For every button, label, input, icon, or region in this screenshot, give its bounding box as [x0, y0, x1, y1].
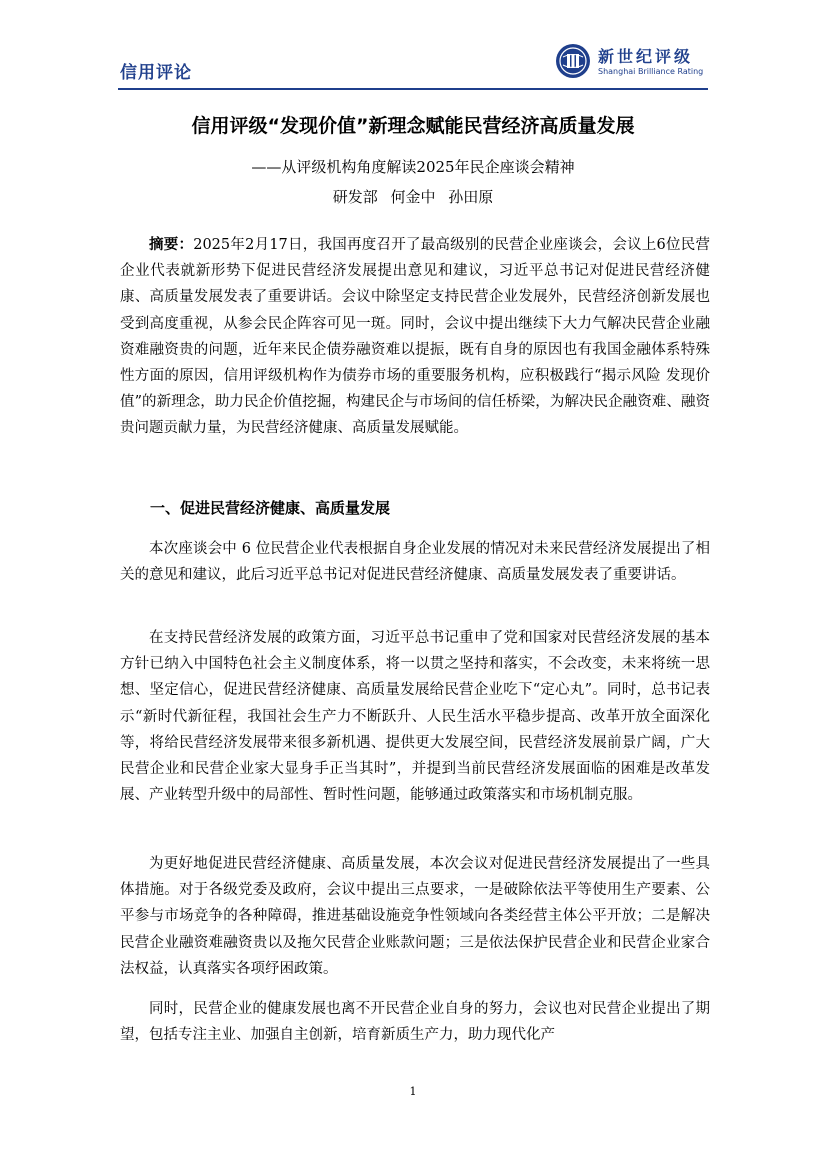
author-line: [0, 186, 826, 207]
company-logo: [555, 43, 715, 85]
author-department: 研发部: [332, 188, 378, 206]
section-heading: 一、促进民营经济健康、高质量发展: [150, 499, 391, 517]
document-subtitle: ——从评级机构角度解读2025年民企座谈会精神: [251, 158, 575, 176]
body-paragraph: 在支持民营经济发展的政策方面，习近平总书记重申了党和国家对民营经济发展的基本方针已纳入中国特色社会主义制度体系，将一以贯之坚持和落实，不会改变，未来将统一思想、坚定信心，促进民营经济健康、高质量发展给民营企业吃下“定心丸”。同时，总书记表示“新时代新征程，我国社会生产力不断跃升、人民生活水平稳步提高、改革开放全面深化等，将给民营经济发展带来很多新机遇、提供更大发展空间，民营经济发展前景广阔，广大民营企业和民营企业家大显身手正当其时”，并提到当前民营经济发展面临的困难是改革发展、产业转型升级中的局部性、暂时性问题，能够通过政策落实和市场机制克服。: [120, 630, 710, 804]
body-paragraph: 为更好地促进民营经济健康、高质量发展，本次会议对促进民营经济发展提出了一些具体措施。对于各级党委及政府，会议中提出三点要求，一是破除依法平等使用生产要素、公平参与市场竞争的各种障碍，推进基础设施竞争性领域向各类经营主体公平开放；二是解决民营企业融资难融资贵以及拖欠民营企业账款问题；三是依法保护民营企业和民营企业家合法权益，认真落实各项纾困政策。: [120, 856, 710, 977]
author-name: 孙田原: [448, 188, 494, 206]
document-title: 信用评级“发现价值”新理念赋能民营经济高质量发展: [191, 115, 635, 137]
header-brand: 信用评论: [120, 63, 192, 83]
abstract-label: 摘要：: [149, 237, 194, 253]
abstract-paragraph: [120, 232, 710, 442]
header-divider: [118, 88, 708, 90]
logo-emblem-icon: [555, 43, 591, 79]
logo-english-name: Shanghai Brilliance Rating: [598, 67, 704, 76]
body-paragraph: 同时，民营企业的健康发展也离不开民营企业自身的努力，会议也对民营企业提出了期望，包括专注主业、加强自主创新，培育新质生产力，助力现代化产: [120, 1001, 710, 1044]
author-name: 何金中: [390, 188, 436, 206]
body-paragraph: 本次座谈会中 6 位民营企业代表根据自身企业发展的情况对未来民营经济发展提出了相关的意见和建议，此后习近平总书记对促进民营经济健康、高质量发展发表了重要讲话。: [120, 541, 710, 584]
logo-chinese-name: 新世纪评级: [598, 47, 694, 66]
page-number: 1: [409, 1085, 417, 1098]
abstract-text: 2025年2月17日，我国再度召开了最高级别的民营企业座谈会，会议上6位民营企业代表就新形势下促进民营经济发展提出意见和建议，习近平总书记对促进民营经济健康、高质量发展发表了重要讲话。会议中除坚定支持民营企业发展外，民营经济创新发展也受到高度重视，从参会民企阵容可见一斑。同时，会议中提出继续下大力气解决民营企业融资难融资贵的问题，近年来民企债券融资难以提振，既有自身的原因也有我国金融体系特殊性方面的原因，信用评级机构作为债券市场的重要服务机构，应积极践行“揭示风险 发现价值”的新理念，助力民企价值挖掘，构建民企与市场间的信任桥梁，为解决民企融资难、融资贵问题贡献力量，为民营经济健康、高质量发展赋能。: [120, 237, 710, 437]
